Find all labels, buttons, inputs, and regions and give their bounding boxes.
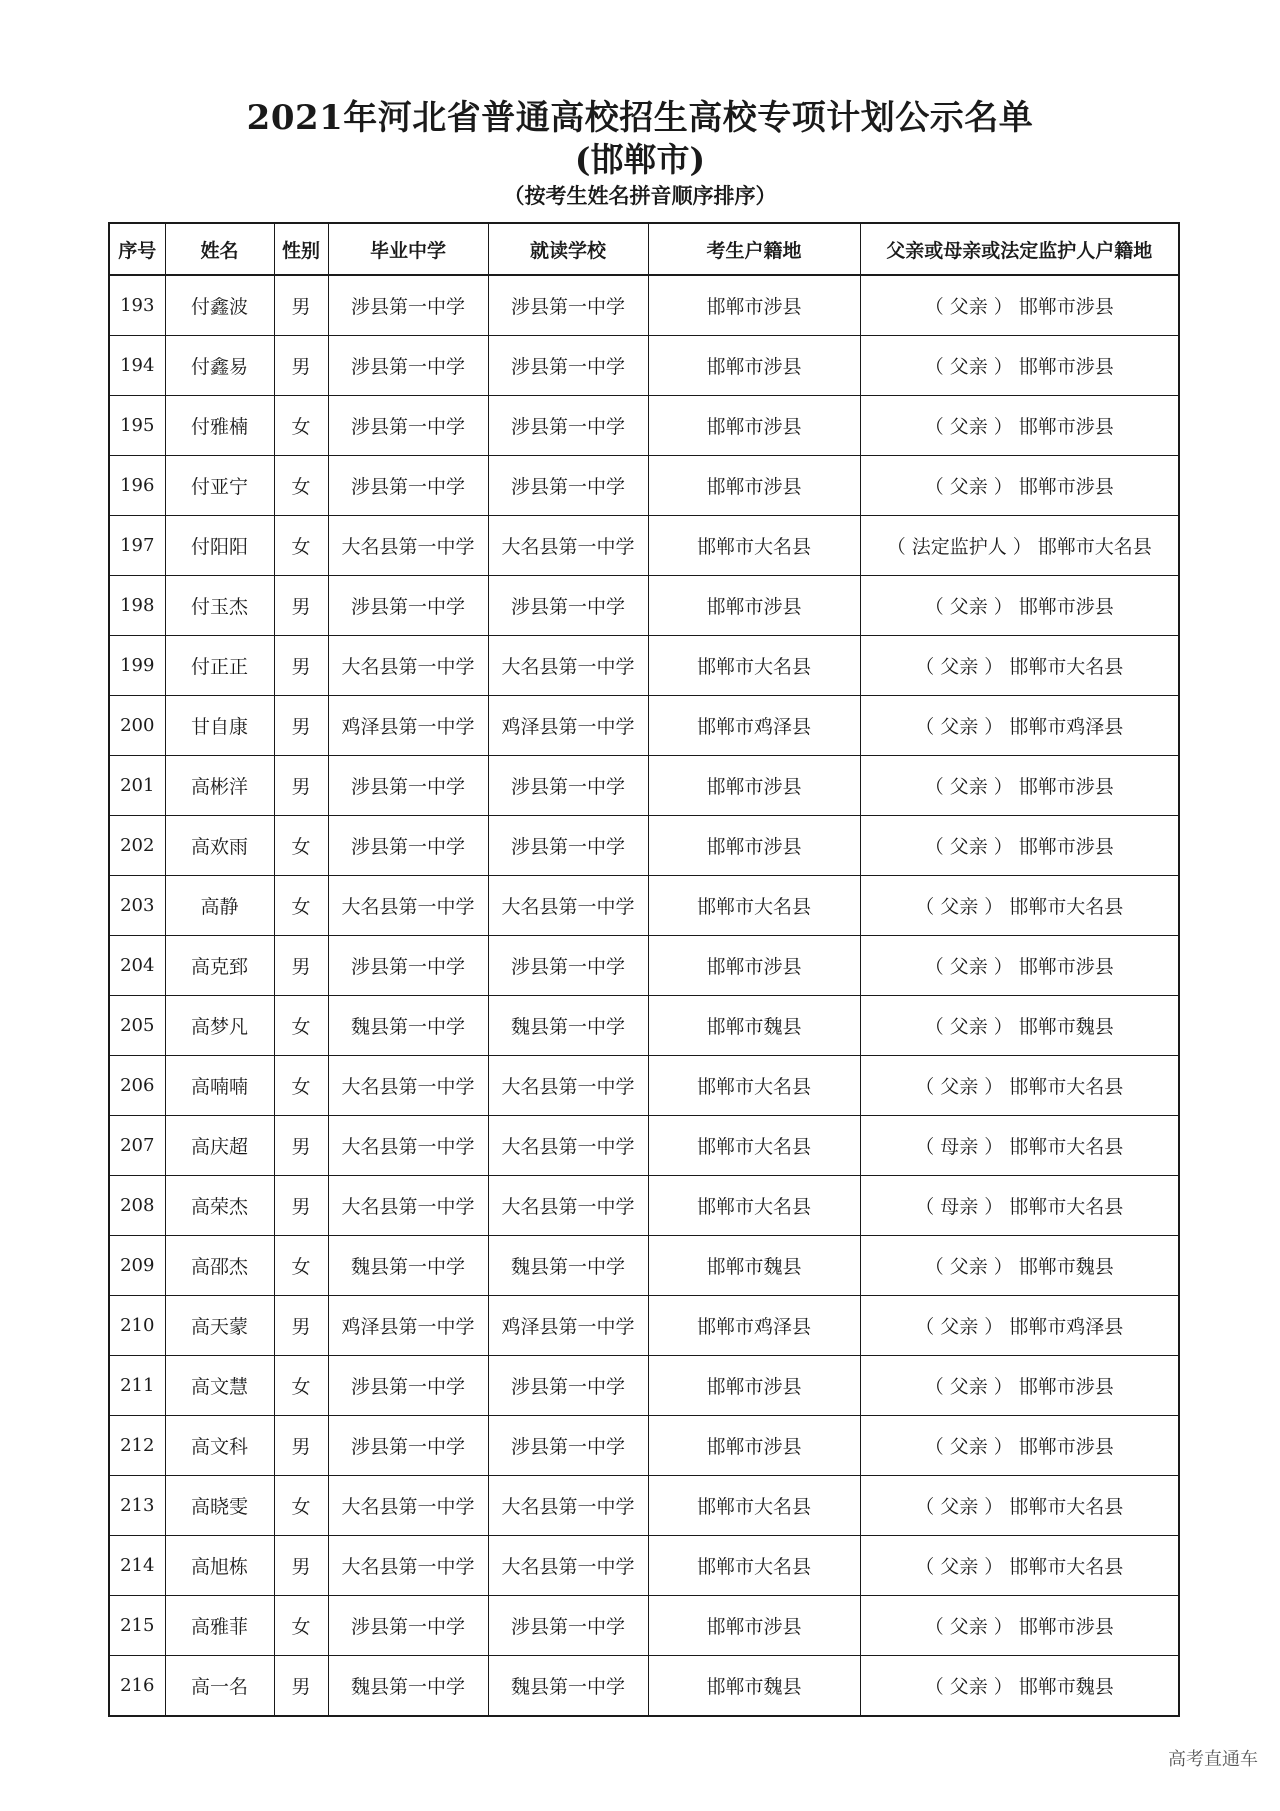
cell-graduation-school: 大名县第一中学 [328,516,488,576]
cell-gender: 女 [274,516,328,576]
cell-guardian-household: （ 父亲 ） 邯郸市魏县 [860,1236,1179,1296]
table-row [109,696,1179,756]
cell-name: 高荣杰 [165,1176,274,1236]
cell-index: 214 [109,1536,165,1596]
table-row [109,996,1179,1056]
cell-student-household: 邯郸市魏县 [648,996,860,1056]
cell-graduation-school: 大名县第一中学 [328,1056,488,1116]
cell-gender: 女 [274,1476,328,1536]
cell-current-school: 涉县第一中学 [488,1416,648,1476]
cell-current-school: 涉县第一中学 [488,756,648,816]
cell-index: 202 [109,816,165,876]
cell-graduation-school: 涉县第一中学 [328,336,488,396]
cell-graduation-school: 大名县第一中学 [328,1476,488,1536]
cell-guardian-household: （ 父亲 ） 邯郸市大名县 [860,1056,1179,1116]
cell-gender: 女 [274,816,328,876]
cell-current-school: 大名县第一中学 [488,1536,648,1596]
table-row [109,876,1179,936]
cell-current-school: 大名县第一中学 [488,1176,648,1236]
cell-index: 200 [109,696,165,756]
cell-student-household: 邯郸市涉县 [648,1416,860,1476]
cell-student-household: 邯郸市涉县 [648,336,860,396]
cell-graduation-school: 涉县第一中学 [328,456,488,516]
cell-graduation-school: 涉县第一中学 [328,275,488,336]
header-cell-current-school: 就读学校 [488,223,648,275]
cell-current-school: 大名县第一中学 [488,636,648,696]
cell-gender: 女 [274,996,328,1056]
cell-guardian-household: （ 父亲 ） 邯郸市鸡泽县 [860,1296,1179,1356]
table-row [109,1416,1179,1476]
table-row [109,1056,1179,1116]
cell-name: 高欢雨 [165,816,274,876]
cell-name: 高静 [165,876,274,936]
cell-current-school: 鸡泽县第一中学 [488,696,648,756]
cell-graduation-school: 大名县第一中学 [328,876,488,936]
cell-current-school: 魏县第一中学 [488,1236,648,1296]
cell-current-school: 涉县第一中学 [488,456,648,516]
cell-gender: 女 [274,1056,328,1116]
cell-graduation-school: 涉县第一中学 [328,936,488,996]
table-row [109,1476,1179,1536]
cell-guardian-household: （ 父亲 ） 邯郸市魏县 [860,1656,1179,1717]
cell-student-household: 邯郸市涉县 [648,816,860,876]
cell-current-school: 涉县第一中学 [488,936,648,996]
cell-guardian-household: （ 父亲 ） 邯郸市涉县 [860,275,1179,336]
cell-student-household: 邯郸市鸡泽县 [648,696,860,756]
table-row [109,576,1179,636]
cell-current-school: 大名县第一中学 [488,876,648,936]
table-row [109,636,1179,696]
cell-current-school: 涉县第一中学 [488,336,648,396]
cell-name: 付玉杰 [165,576,274,636]
table-row [109,1236,1179,1296]
table-row [109,1356,1179,1416]
cell-guardian-household: （ 父亲 ） 邯郸市大名县 [860,636,1179,696]
cell-student-household: 邯郸市大名县 [648,516,860,576]
cell-graduation-school: 魏县第一中学 [328,1656,488,1717]
cell-guardian-household: （ 父亲 ） 邯郸市涉县 [860,756,1179,816]
cell-student-household: 邯郸市涉县 [648,756,860,816]
cell-graduation-school: 鸡泽县第一中学 [328,696,488,756]
table-row [109,1296,1179,1356]
cell-graduation-school: 涉县第一中学 [328,1416,488,1476]
cell-graduation-school: 魏县第一中学 [328,996,488,1056]
cell-graduation-school: 涉县第一中学 [328,396,488,456]
cell-gender: 男 [274,275,328,336]
cell-index: 205 [109,996,165,1056]
cell-index: 213 [109,1476,165,1536]
cell-name: 高文科 [165,1416,274,1476]
header-cell-gender: 性别 [274,223,328,275]
cell-graduation-school: 大名县第一中学 [328,1176,488,1236]
cell-current-school: 涉县第一中学 [488,275,648,336]
document-title: 2021年河北省普通高校招生高校专项计划公示名单 [246,98,1034,138]
table-row [109,516,1179,576]
cell-gender: 男 [274,1416,328,1476]
cell-student-household: 邯郸市大名县 [648,1536,860,1596]
cell-current-school: 涉县第一中学 [488,576,648,636]
table-row [109,336,1179,396]
cell-gender: 男 [274,1296,328,1356]
cell-guardian-household: （ 父亲 ） 邯郸市鸡泽县 [860,696,1179,756]
cell-guardian-household: （ 父亲 ） 邯郸市涉县 [860,576,1179,636]
cell-gender: 男 [274,1656,328,1717]
cell-guardian-household: （ 母亲 ） 邯郸市大名县 [860,1176,1179,1236]
cell-index: 206 [109,1056,165,1116]
table-row [109,1536,1179,1596]
cell-name: 高克郅 [165,936,274,996]
cell-index: 210 [109,1296,165,1356]
cell-name: 高庆超 [165,1116,274,1176]
cell-current-school: 大名县第一中学 [488,1476,648,1536]
cell-gender: 女 [274,456,328,516]
table-row [109,456,1179,516]
cell-guardian-household: （ 父亲 ） 邯郸市涉县 [860,1596,1179,1656]
cell-index: 208 [109,1176,165,1236]
cell-gender: 男 [274,336,328,396]
cell-student-household: 邯郸市大名县 [648,1176,860,1236]
cell-guardian-household: （ 父亲 ） 邯郸市大名县 [860,1476,1179,1536]
cell-graduation-school: 涉县第一中学 [328,1596,488,1656]
cell-guardian-household: （ 父亲 ） 邯郸市涉县 [860,336,1179,396]
cell-guardian-household: （ 父亲 ） 邯郸市魏县 [860,996,1179,1056]
cell-guardian-household: （ 父亲 ） 邯郸市涉县 [860,816,1179,876]
cell-current-school: 魏县第一中学 [488,1656,648,1717]
cell-index: 196 [109,456,165,516]
cell-student-household: 邯郸市鸡泽县 [648,1296,860,1356]
cell-name: 高邵杰 [165,1236,274,1296]
cell-name: 高喃喃 [165,1056,274,1116]
cell-index: 194 [109,336,165,396]
cell-student-household: 邯郸市大名县 [648,636,860,696]
cell-student-household: 邯郸市大名县 [648,876,860,936]
cell-graduation-school: 大名县第一中学 [328,1536,488,1596]
cell-guardian-household: （ 父亲 ） 邯郸市涉县 [860,1356,1179,1416]
cell-student-household: 邯郸市大名县 [648,1056,860,1116]
cell-guardian-household: （ 父亲 ） 邯郸市涉县 [860,1416,1179,1476]
table-body [109,275,1179,1716]
cell-gender: 女 [274,1236,328,1296]
header-row [109,223,1179,275]
cell-index: 198 [109,576,165,636]
cell-gender: 女 [274,876,328,936]
cell-gender: 男 [274,936,328,996]
cell-name: 高文慧 [165,1356,274,1416]
cell-gender: 男 [274,636,328,696]
cell-name: 付雅楠 [165,396,274,456]
cell-index: 215 [109,1596,165,1656]
cell-name: 高一名 [165,1656,274,1717]
cell-student-household: 邯郸市魏县 [648,1656,860,1717]
cell-current-school: 大名县第一中学 [488,516,648,576]
cell-index: 204 [109,936,165,996]
cell-index: 207 [109,1116,165,1176]
cell-student-household: 邯郸市涉县 [648,576,860,636]
cell-student-household: 邯郸市大名县 [648,1116,860,1176]
document-subtitle: (邯郸市) [574,140,706,179]
cell-guardian-household: （ 父亲 ） 邯郸市大名县 [860,1536,1179,1596]
cell-gender: 男 [274,576,328,636]
cell-name: 付鑫易 [165,336,274,396]
cell-guardian-household: （ 母亲 ） 邯郸市大名县 [860,1116,1179,1176]
cell-student-household: 邯郸市大名县 [648,1476,860,1536]
cell-name: 高旭栋 [165,1536,274,1596]
cell-graduation-school: 大名县第一中学 [328,636,488,696]
cell-graduation-school: 大名县第一中学 [328,1116,488,1176]
cell-index: 193 [109,275,165,336]
cell-guardian-household: （ 法定监护人 ） 邯郸市大名县 [860,516,1179,576]
cell-student-household: 邯郸市涉县 [648,396,860,456]
cell-name: 甘自康 [165,696,274,756]
header-cell-student-household: 考生户籍地 [648,223,860,275]
sort-note: （按考生姓名拼音顺序排序） [503,183,777,208]
cell-student-household: 邯郸市涉县 [648,275,860,336]
cell-index: 203 [109,876,165,936]
roster-table [108,222,1180,1717]
cell-current-school: 涉县第一中学 [488,1356,648,1416]
cell-index: 197 [109,516,165,576]
cell-index: 195 [109,396,165,456]
cell-student-household: 邯郸市涉县 [648,456,860,516]
cell-name: 付阳阳 [165,516,274,576]
cell-guardian-household: （ 父亲 ） 邯郸市大名县 [860,876,1179,936]
table-row [109,936,1179,996]
cell-current-school: 大名县第一中学 [488,1116,648,1176]
table-row [109,1656,1179,1717]
cell-name: 付亚宁 [165,456,274,516]
cell-name: 付正正 [165,636,274,696]
cell-current-school: 鸡泽县第一中学 [488,1296,648,1356]
cell-gender: 男 [274,1176,328,1236]
cell-name: 高晓雯 [165,1476,274,1536]
cell-student-household: 邯郸市涉县 [648,1356,860,1416]
cell-gender: 男 [274,696,328,756]
cell-index: 199 [109,636,165,696]
cell-graduation-school: 魏县第一中学 [328,1236,488,1296]
table-row [109,756,1179,816]
cell-index: 209 [109,1236,165,1296]
cell-guardian-household: （ 父亲 ） 邯郸市涉县 [860,936,1179,996]
cell-graduation-school: 鸡泽县第一中学 [328,1296,488,1356]
cell-student-household: 邯郸市涉县 [648,936,860,996]
cell-index: 216 [109,1656,165,1717]
cell-name: 高雅菲 [165,1596,274,1656]
cell-name: 高彬洋 [165,756,274,816]
cell-gender: 女 [274,1356,328,1416]
cell-gender: 男 [274,756,328,816]
cell-graduation-school: 涉县第一中学 [328,1356,488,1416]
table-row [109,396,1179,456]
cell-index: 212 [109,1416,165,1476]
header-cell-index: 序号 [109,223,165,275]
cell-current-school: 大名县第一中学 [488,1056,648,1116]
cell-name: 付鑫波 [165,275,274,336]
cell-graduation-school: 涉县第一中学 [328,576,488,636]
table-row [109,1176,1179,1236]
cell-current-school: 涉县第一中学 [488,396,648,456]
cell-student-household: 邯郸市魏县 [648,1236,860,1296]
header-cell-name: 姓名 [165,223,274,275]
cell-gender: 女 [274,1596,328,1656]
cell-current-school: 魏县第一中学 [488,996,648,1056]
table-header [109,223,1179,275]
cell-gender: 男 [274,1536,328,1596]
cell-current-school: 涉县第一中学 [488,816,648,876]
cell-guardian-household: （ 父亲 ） 邯郸市涉县 [860,456,1179,516]
cell-current-school: 涉县第一中学 [488,1596,648,1656]
cell-name: 高天蒙 [165,1296,274,1356]
cell-name: 高梦凡 [165,996,274,1056]
table-row [109,275,1179,336]
cell-guardian-household: （ 父亲 ） 邯郸市涉县 [860,396,1179,456]
watermark-text: 高考直通车 [1168,1749,1258,1770]
cell-graduation-school: 涉县第一中学 [328,816,488,876]
cell-index: 211 [109,1356,165,1416]
cell-graduation-school: 涉县第一中学 [328,756,488,816]
table-row [109,1596,1179,1656]
cell-gender: 女 [274,396,328,456]
cell-gender: 男 [274,1116,328,1176]
cell-student-household: 邯郸市涉县 [648,1596,860,1656]
cell-index: 201 [109,756,165,816]
table-row [109,816,1179,876]
header-cell-graduation-school: 毕业中学 [328,223,488,275]
header-cell-guardian-household: 父亲或母亲或法定监护人户籍地 [860,223,1179,275]
table-row [109,1116,1179,1176]
